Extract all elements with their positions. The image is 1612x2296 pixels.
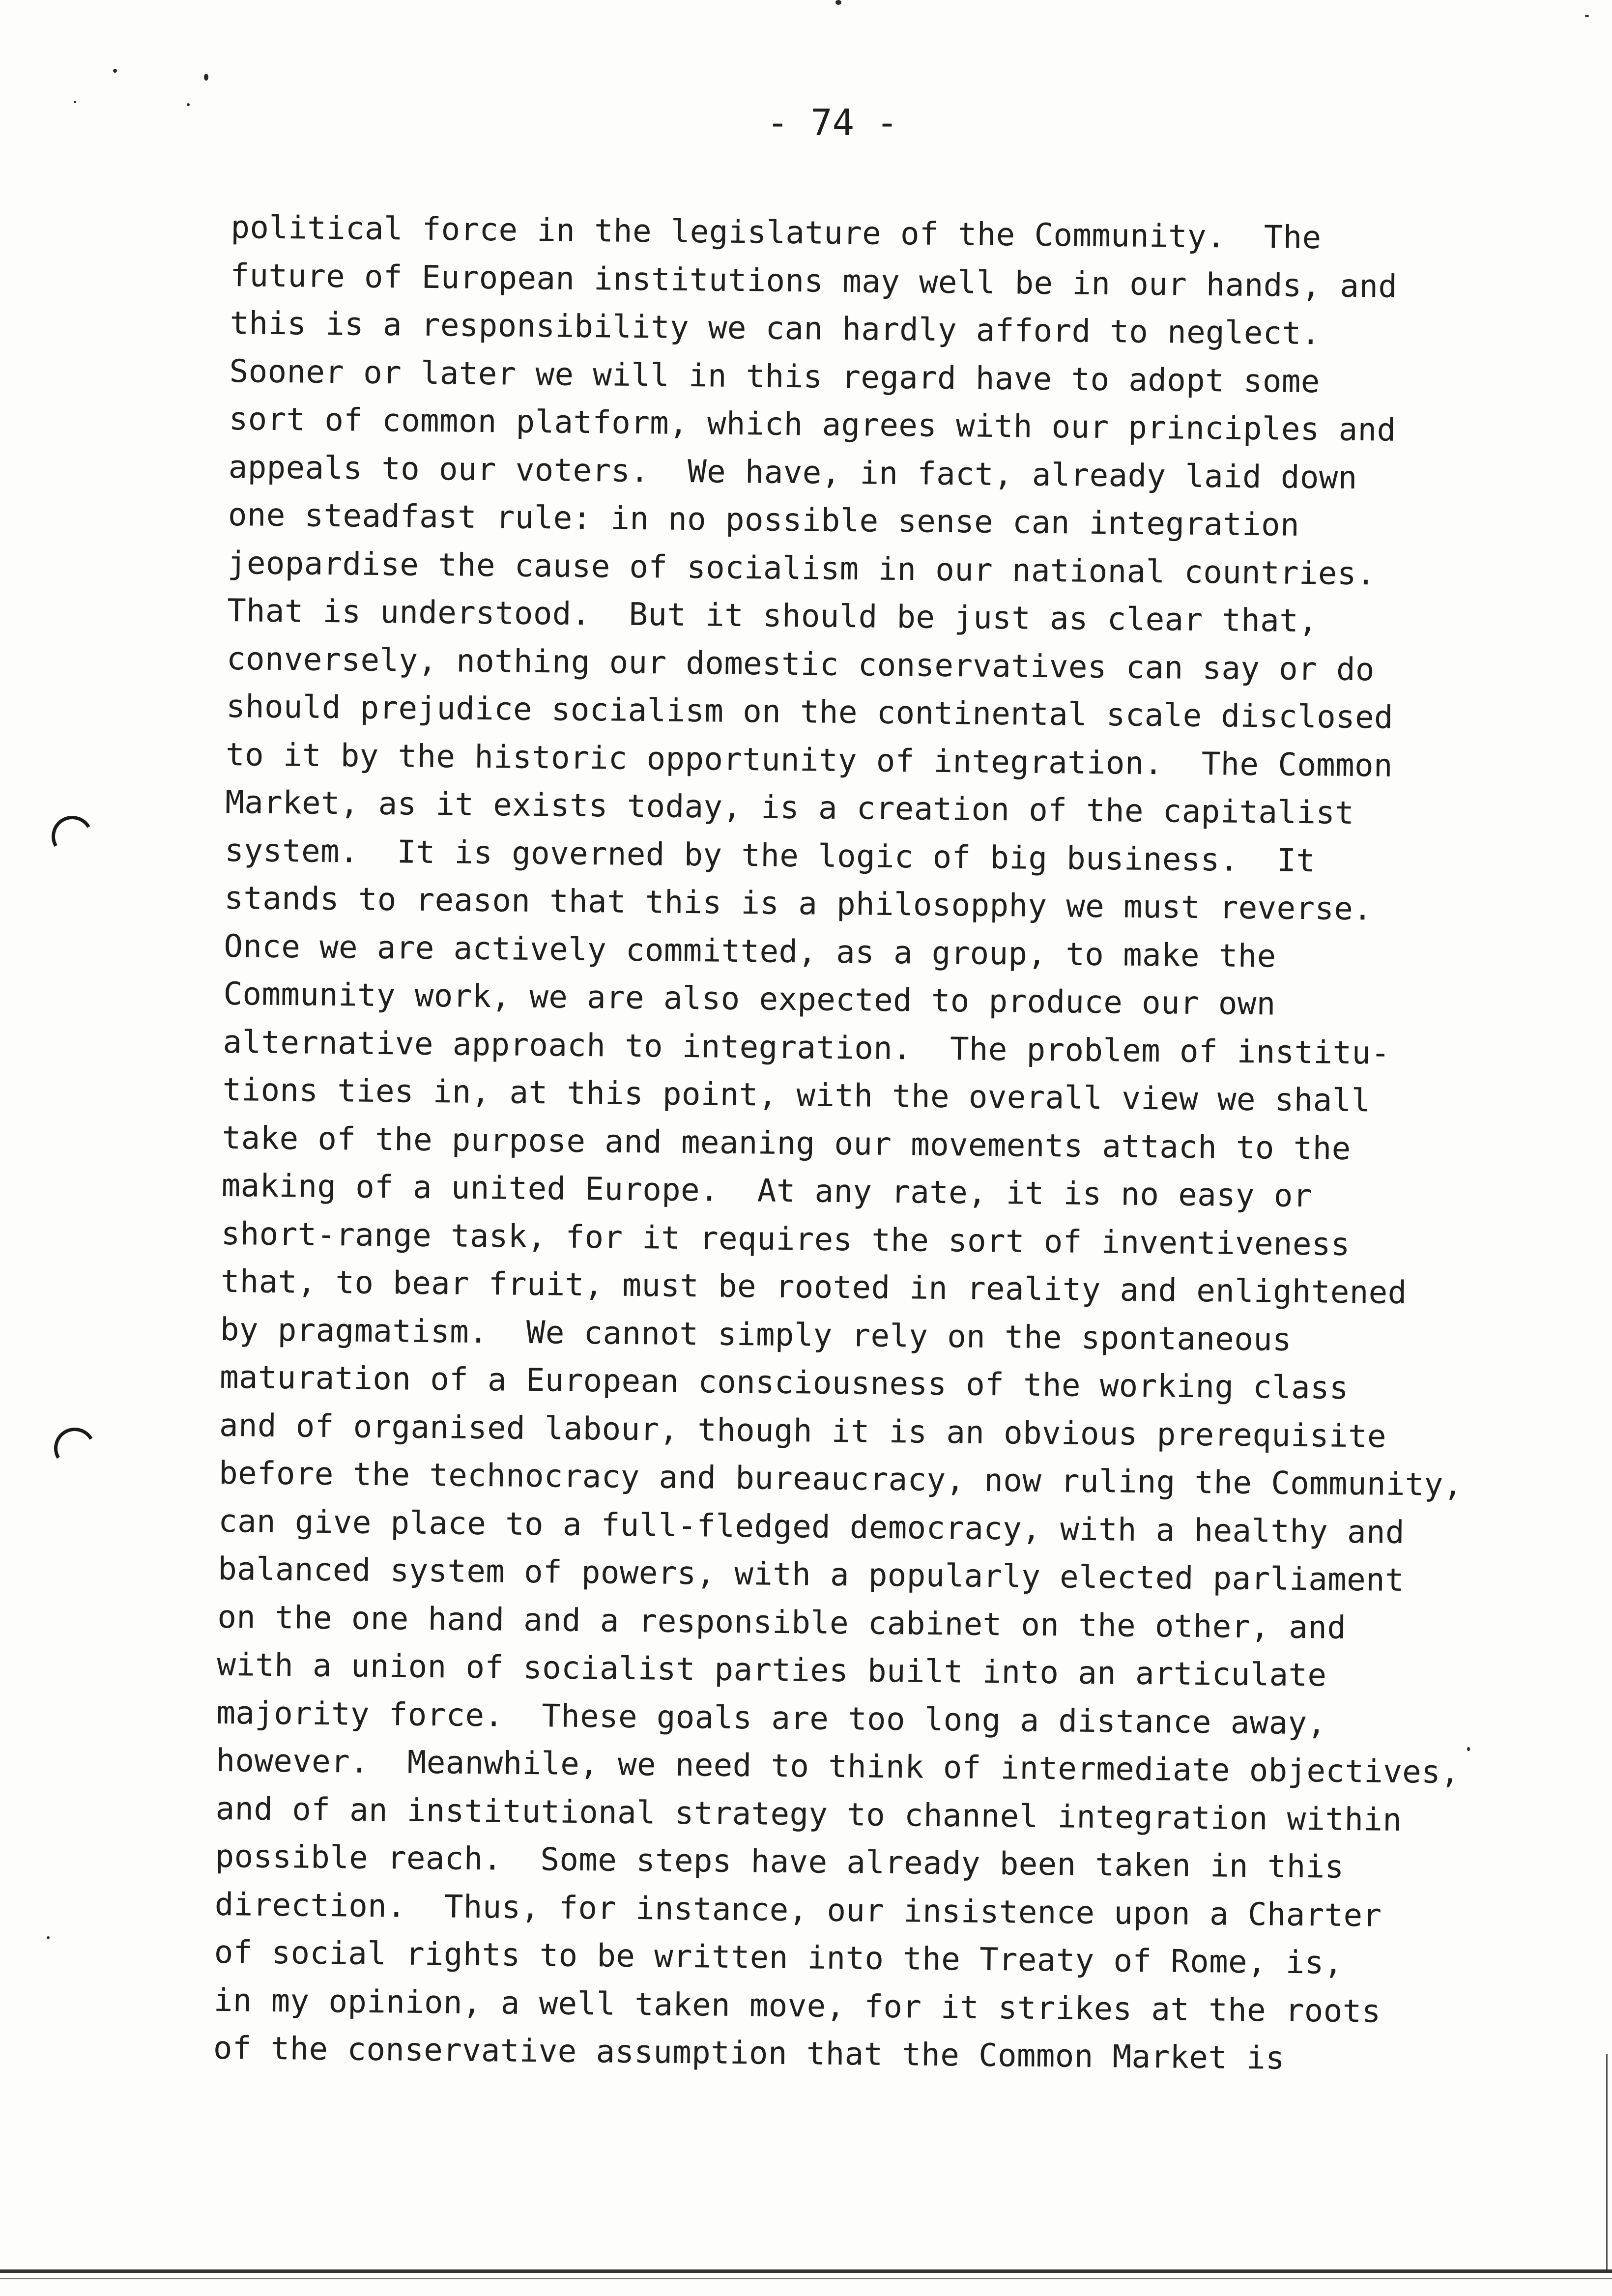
text-line: on the one hand and a responsible cabinet on the other, and [217,1599,1347,1646]
binder-hole-mark [50,1423,100,1474]
text-line: Market, as it exists today, is a creation of the capitalist [225,784,1354,832]
text-line: conversely, nothing our domestic conservatives can say or do [226,640,1375,688]
text-line: tions ties in, at this point, with the overall view we shall [222,1071,1371,1119]
ink-speck [204,74,208,81]
text-line: and of an institutional strategy to channel integration within [215,1790,1402,1838]
text-line: majority force. These goals are too long a distance away, [216,1694,1326,1742]
ink-speck [113,69,117,73]
text-line: That is understood. But it should be just as clear that, [227,592,1318,640]
text-line: should prejudice socialism on the continental scale disclosed [226,688,1394,736]
text-line: political force in the legislature of the Community. The [230,209,1322,257]
ink-speck [187,103,190,106]
text-line: stands to reason that this is a philosopphy we must reverse. [224,880,1373,928]
ink-speck [74,101,76,103]
ink-speck [835,0,841,5]
ink-speck [47,1936,50,1939]
text-line: appeals to our voters. We have, in fact, already laid down [228,449,1358,496]
text-line: making of a united Europe. At any rate, it is no easy or [221,1167,1313,1215]
text-line: future of European institutions may well be in our hands, and [230,257,1398,305]
scan-bottom-edge [0,2269,1612,2273]
page-number: - 74 - [767,102,898,144]
text-line: Once we are actively committed, as a group, to make the [224,928,1276,975]
text-line: of the conservative assumption that the Common Market is [213,2030,1285,2077]
text-line: that, to bear fruit, must be rooted in reality and enlightened [220,1263,1407,1312]
text-line: with a union of socialist parties built into an articulate [217,1646,1327,1694]
text-line: system. It is governed by the logic of big business. It [225,832,1316,879]
text-line: jeopardise the cause of socialism in our national countries. [227,545,1376,592]
text-line: can give place to a full-fledged democracy, with a healthy and [218,1503,1405,1551]
text-line: take of the purpose and meaning our movements attach to the [222,1119,1351,1167]
text-line: however. Meanwhile, we need to think of intermediate objectives, [216,1742,1460,1791]
text-line: in my opinion, a well taken move, for it strikes at the roots [213,1982,1381,2030]
text-line: of social rights to be written into the Treaty of Rome, is, [214,1934,1344,1981]
text-line: Community work, we are also expected to produce our own [223,976,1276,1023]
ink-speck [1585,15,1589,17]
text-line: Sooner or later we will in this regard have to adopt some [229,353,1321,400]
text-line: one steadfast rule: in no possible sense can integration [228,496,1300,544]
text-line: by pragmatism. We cannot simply rely on the spontaneous [220,1311,1292,1358]
text-line: balanced system of powers, with a popularly elected parliament [217,1550,1405,1599]
text-line: sort of common platform, which agrees with our principles and [229,401,1396,449]
text-line: short-range task, for it requires the sort of inventiveness [221,1215,1351,1263]
scan-edge-line [1606,2054,1608,2270]
text-line: before the technocracy and bureaucracy, now ruling the Community, [218,1455,1463,1504]
text-line: possible reach. Some steps have already been taken in this [215,1838,1344,1886]
text-line: maturation of a European consciousness of the working class [219,1359,1349,1406]
text-line: to it by the historic opportunity of integration. The Common [225,736,1393,784]
scan-bottom-edge-shadow [0,2278,1612,2279]
binder-hole-mark [47,811,98,862]
text-line: and of organised labour, though it is an obvious prerequisite [219,1407,1387,1455]
text-line: direction. Thus, for instance, our insistence upon a Charter [214,1886,1382,1934]
text-line: this is a responsibility we can hardly afford to neglect. [230,305,1321,352]
text-line: alternative approach to integration. The problem of institu- [223,1024,1390,1072]
body-text [213,204,1528,2085]
